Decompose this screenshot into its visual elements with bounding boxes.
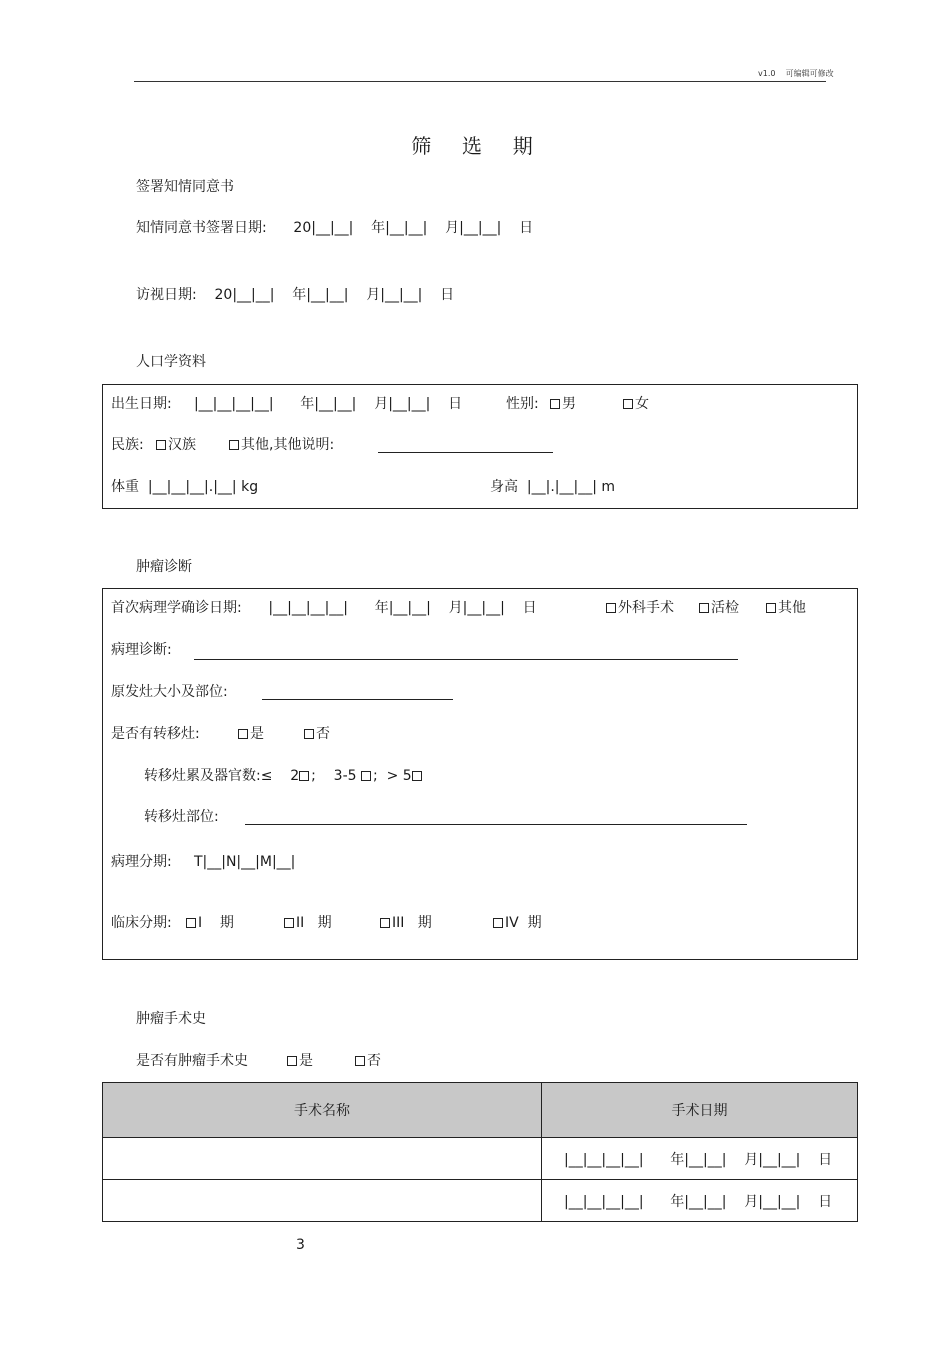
surgery-history-yes-label: 是 (299, 1053, 313, 1069)
first-diagnosis-date-field[interactable]: 首次病理学确诊日期: |__|__|__|__| 年|__|__| 月|__|__| 日 (111, 600, 537, 616)
surgery-history-no-checkbox[interactable] (355, 1056, 365, 1066)
ethnicity-other-input[interactable] (378, 452, 553, 453)
stage-iv-checkbox[interactable] (493, 918, 503, 928)
column-header-surgery-name: 手术名称 (103, 1083, 542, 1138)
stage-ii-checkbox[interactable] (284, 918, 294, 928)
page-title: 筛 选 期 (411, 134, 539, 158)
metastasis-no-checkbox[interactable] (304, 729, 314, 739)
height-field[interactable]: 身高 |__|.|__|__| m (490, 479, 616, 495)
stage-i-checkbox[interactable] (186, 918, 196, 928)
tumor-section-title: 肿瘤诊断 (136, 559, 192, 575)
metastasis-yes-checkbox[interactable] (238, 729, 248, 739)
sex-female-option[interactable] (623, 397, 649, 411)
version-label: v1.0 可编辑可修改 (758, 69, 834, 78)
metastasis-organ-count (144, 769, 424, 783)
method-biopsy-option[interactable] (699, 601, 739, 615)
stage-ii-label: II 期 (296, 915, 332, 931)
surgery-history-yes-checkbox[interactable] (287, 1056, 297, 1066)
surgery-checkbox[interactable] (606, 603, 616, 613)
visit-date-field[interactable]: 访视日期: 20|__|__| 年|__|__| 月|__|__| 日 (136, 287, 455, 303)
metastasis-no-option[interactable] (304, 727, 330, 741)
metastasis-site-label: 转移灶部位: (144, 809, 219, 825)
organ-count-le2-checkbox[interactable] (299, 771, 309, 781)
table-row (103, 1138, 858, 1180)
pathology-diagnosis-input[interactable] (194, 659, 738, 660)
stage-iii-option[interactable] (380, 916, 432, 930)
demographics-section-title: 人口学资料 (136, 354, 206, 370)
surgery-history-yes-option[interactable] (287, 1054, 313, 1068)
male-label: 男 (562, 396, 576, 412)
han-label: 汉族 (168, 437, 196, 453)
method-surgery-option[interactable] (606, 601, 674, 615)
surgery-label: 外科手术 (618, 600, 674, 616)
ethnicity-other-option[interactable] (229, 438, 334, 452)
stage-iv-label: IV 期 (505, 915, 542, 931)
stage-iii-checkbox[interactable] (380, 918, 390, 928)
metastasis-site-input[interactable] (245, 824, 747, 825)
method-other-option[interactable] (766, 601, 806, 615)
consent-section-title: 签署知情同意书 (136, 179, 234, 195)
metastasis-yes-label: 是 (250, 726, 264, 742)
organ-count-gt5-checkbox[interactable] (412, 771, 422, 781)
stage-i-label: I 期 (198, 915, 234, 931)
ethnicity-other-label: 其他,其他说明: (241, 437, 335, 453)
surgery-table (102, 1082, 858, 1222)
surgery-history-question: 是否有肿瘤手术史 (136, 1053, 248, 1069)
surgery-history-no-label: 否 (367, 1053, 381, 1069)
surgery-name-cell[interactable] (103, 1138, 542, 1180)
consent-sign-date-field[interactable]: 知情同意书签署日期: 20|__|__| 年|__|__| 月|__|__| 日 (136, 220, 534, 236)
metastasis-question: 是否有转移灶: (111, 726, 200, 742)
primary-lesion-input[interactable] (262, 699, 453, 700)
pathology-stage-field[interactable]: 病理分期: T|__|N|__|M|__| (111, 854, 296, 870)
biopsy-checkbox[interactable] (699, 603, 709, 613)
han-checkbox[interactable] (156, 440, 166, 450)
primary-lesion-label: 原发灶大小及部位: (111, 684, 228, 700)
surgery-table-header (103, 1083, 858, 1138)
metastasis-yes-option[interactable] (238, 727, 264, 741)
stage-ii-option[interactable] (284, 916, 332, 930)
organ-count-end-label: ; > 5 (373, 768, 412, 784)
sex-male-option[interactable] (550, 397, 576, 411)
stage-iv-option[interactable] (493, 916, 542, 930)
clinical-stage-label: 临床分期: (111, 915, 172, 931)
column-header-surgery-date: 手术日期 (542, 1083, 858, 1138)
surgery-name-cell[interactable] (103, 1180, 542, 1222)
method-other-checkbox[interactable] (766, 603, 776, 613)
page-number: 3 (296, 1237, 305, 1253)
surgery-history-section-title: 肿瘤手术史 (136, 1011, 206, 1027)
method-other-label: 其他 (778, 600, 806, 616)
dob-field[interactable]: 出生日期: |__|__|__|__| 年|__|__| 月|__|__| 日 (111, 396, 463, 412)
sex-label: 性别: (506, 396, 539, 412)
stage-i-option[interactable] (186, 916, 234, 930)
surgery-history-no-option[interactable] (355, 1054, 381, 1068)
ethnicity-label: 民族: (111, 437, 144, 453)
ethnicity-other-checkbox[interactable] (229, 440, 239, 450)
weight-field[interactable]: 体重 |__|__|__|.|__| kg (111, 479, 259, 495)
pathology-diagnosis-label: 病理诊断: (111, 642, 172, 658)
biopsy-label: 活检 (711, 600, 739, 616)
stage-iii-label: III 期 (392, 915, 432, 931)
female-label: 女 (635, 396, 649, 412)
organ-count-mid-label: ; 3-5 (311, 768, 361, 784)
male-checkbox[interactable] (550, 399, 560, 409)
metastasis-no-label: 否 (316, 726, 330, 742)
surgery-date-cell[interactable]: |__|__|__|__| 年|__|__| 月|__|__| 日 (542, 1138, 858, 1180)
female-checkbox[interactable] (623, 399, 633, 409)
header-divider (134, 81, 826, 82)
organ-count-3to5-checkbox[interactable] (361, 771, 371, 781)
organ-count-label: 转移灶累及器官数:≤ 2 (144, 768, 300, 784)
ethnicity-han-option[interactable] (156, 438, 196, 452)
table-row (103, 1180, 858, 1222)
surgery-date-cell[interactable]: |__|__|__|__| 年|__|__| 月|__|__| 日 (542, 1180, 858, 1222)
